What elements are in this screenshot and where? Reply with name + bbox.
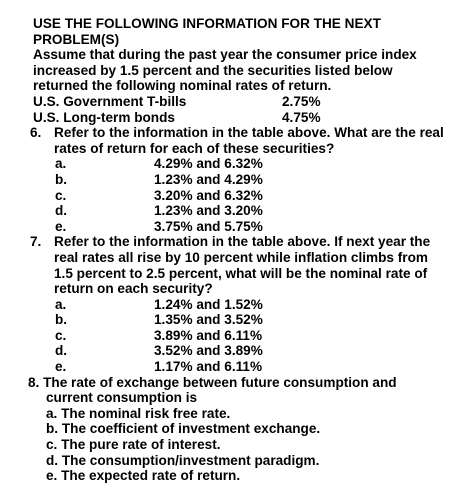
question-7 [30, 234, 465, 375]
option-d: d. The consumption/investment paradigm. [46, 452, 320, 468]
intro-paragraph [33, 47, 465, 94]
option-d [33, 203, 465, 219]
option-letter: c. [55, 327, 67, 343]
option-e [33, 219, 465, 235]
option-b [33, 172, 465, 188]
question-line: return on each security? [54, 281, 213, 297]
question-text [33, 125, 465, 156]
question-number: 6. [30, 125, 42, 141]
option-letter: d. [55, 203, 68, 219]
option-text: 3.75% and 5.75% [154, 218, 263, 234]
question-text [33, 234, 465, 296]
option-d [33, 343, 465, 359]
option-b [33, 312, 465, 328]
option-letter: c. [55, 187, 67, 203]
option-a [33, 297, 465, 313]
heading-line: PROBLEM(S) [33, 31, 120, 47]
question-line: current consumption is [46, 390, 198, 406]
security-row [33, 110, 465, 126]
option-letter: e. [55, 359, 67, 375]
heading-line: USE THE FOLLOWING INFORMATION FOR THE NEXT [33, 16, 381, 31]
question-line: Refer to the information in the table above. What are the real [54, 125, 444, 141]
security-rate: 2.75% [282, 93, 321, 109]
option-list [33, 297, 465, 375]
option-list [33, 156, 465, 234]
option-e [33, 359, 465, 375]
option-a [33, 156, 465, 172]
question-line: rates of return for each of these securities? [54, 140, 335, 156]
security-row [33, 94, 465, 110]
question-number: 7. [30, 234, 42, 250]
security-name: U.S. Government T-bills [33, 93, 187, 109]
paragraph-line: Assume that during the past year the consumer price index [33, 47, 417, 63]
question-line: 1.5 percent to 2.5 percent, what will be the nominal rate of [54, 265, 428, 281]
option-e: e. The expected rate of return. [46, 468, 241, 484]
option-text: 1.24% and 1.52% [154, 296, 263, 312]
question-line: real rates all rise by 10 percent while inflation climbs from [54, 249, 428, 265]
option-letter: b. [55, 312, 68, 328]
option-letter: a. [55, 296, 67, 312]
option-letter: a. [55, 156, 67, 172]
option-letter: b. [55, 171, 68, 187]
question-line: Refer to the information in the table above. If next year the [54, 234, 431, 250]
securities-table [33, 94, 465, 125]
intro-heading [33, 16, 465, 47]
paragraph-line: increased by 1.5 percent and the securities listed below [33, 62, 393, 78]
option-text: 1.23% and 3.20% [154, 203, 263, 219]
security-rate: 4.75% [282, 109, 321, 125]
option-c [33, 328, 465, 344]
option-text: 1.17% and 6.11% [154, 359, 263, 375]
security-name: U.S. Long-term bonds [33, 109, 175, 125]
option-text: 3.20% and 6.32% [154, 187, 263, 203]
question-8 [28, 374, 465, 484]
paragraph-line: returned the following nominal rates of return. [33, 78, 332, 94]
option-b: b. The coefficient of investment exchange. [46, 421, 321, 437]
option-text: 1.23% and 4.29% [154, 171, 263, 187]
document-page [28, 16, 465, 484]
option-text: 1.35% and 3.52% [154, 312, 263, 328]
question-line: 8. The rate of exchange between future consumption and [28, 374, 397, 390]
option-c: c. The pure rate of interest. [46, 437, 221, 453]
option-letter: e. [55, 218, 67, 234]
option-text: 3.52% and 3.89% [154, 343, 263, 359]
option-c [33, 188, 465, 204]
option-text: 3.89% and 6.11% [154, 327, 263, 343]
option-letter: d. [55, 343, 68, 359]
question-6 [30, 125, 465, 234]
option-text: 4.29% and 6.32% [154, 156, 263, 172]
option-a: a. The nominal risk free rate. [46, 405, 231, 421]
